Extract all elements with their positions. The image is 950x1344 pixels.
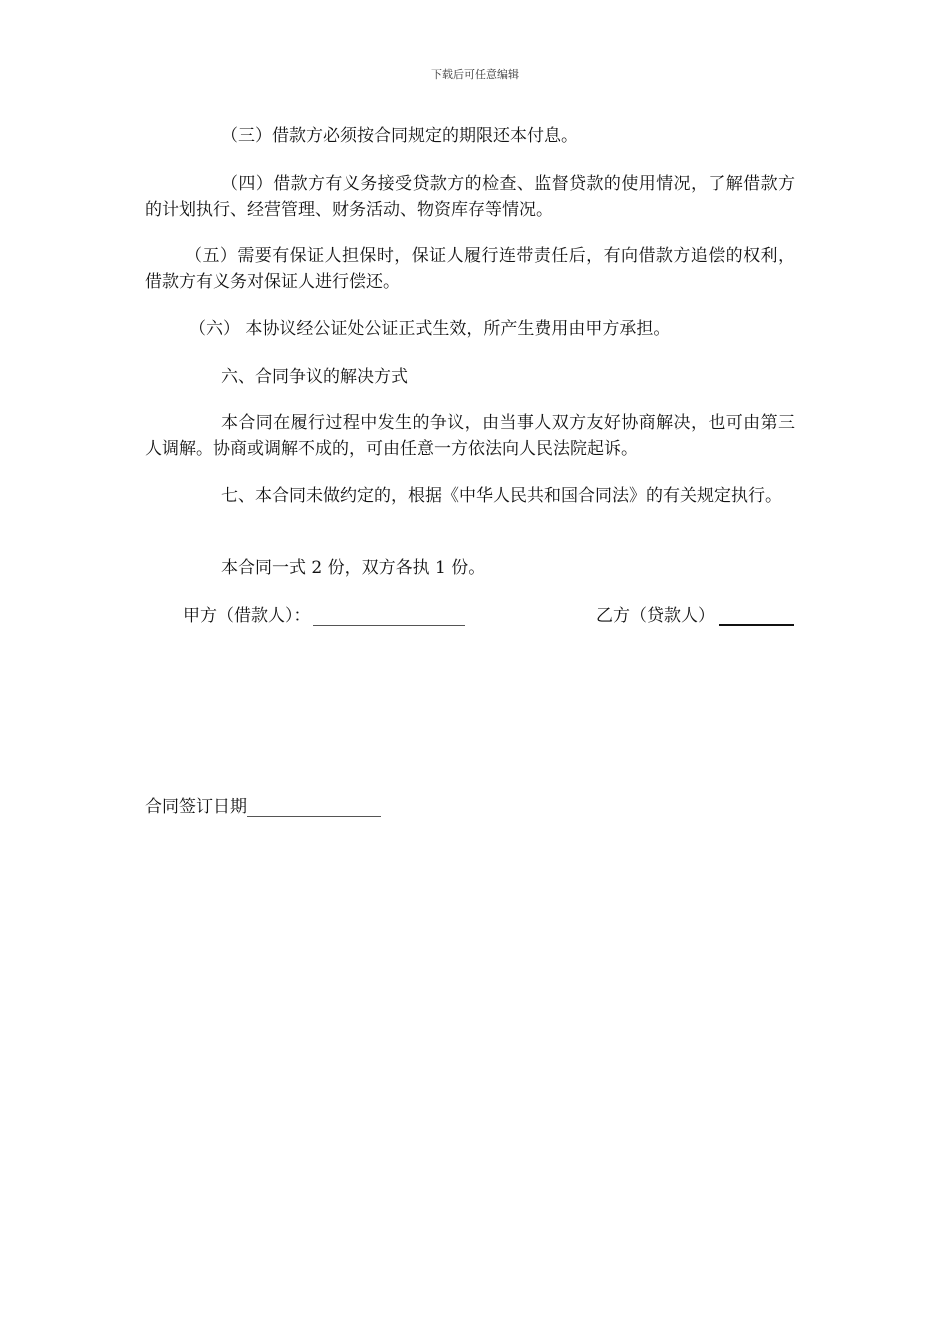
signing-date-row [145,792,381,817]
signature-row [183,601,805,629]
signing-date-label: 合同签订日期 [145,797,247,817]
clause-5: （五）需要有保证人担保时，保证人履行连带责任后，有向借款方追偿的权利，借款方有义务对保证人进行偿还。 [145,246,795,292]
party-b-label: 乙方（贷款人） [596,606,715,626]
party-a-label: 甲方（借款人）： [183,606,311,626]
party-b-signature [596,601,794,626]
party-a-signature [183,601,465,626]
section-6-text: 本合同在履行过程中发生的争议，由当事人双方友好协商解决，也可由第三人调解。协商或调解不成的，可由任意一方依法向人民法院起诉。 [145,413,795,459]
clause-6: （六） 本协议经公证处公证正式生效，所产生费用由甲方承担。 [189,319,671,339]
clause-4: （四）借款方有义务接受贷款方的检查、监督贷款的使用情况，了解借款方的计划执行、经营管理、财务活动、物资库存等情况。 [145,174,795,220]
party-b-signature-line [719,606,794,626]
party-a-signature-line [313,607,465,626]
page-header-note: 下载后可任意编辑 [431,68,519,81]
copies-statement: 本合同一式 2 份，双方各执 1 份。 [221,558,486,578]
signing-date-line [247,798,381,817]
section-7-text: 七、本合同未做约定的，根据《中华人民共和国合同法》的有关规定执行。 [221,486,782,506]
clause-3: （三）借款方必须按合同规定的期限还本付息。 [221,126,578,146]
section-6-title: 六、合同争议的解决方式 [221,367,408,387]
